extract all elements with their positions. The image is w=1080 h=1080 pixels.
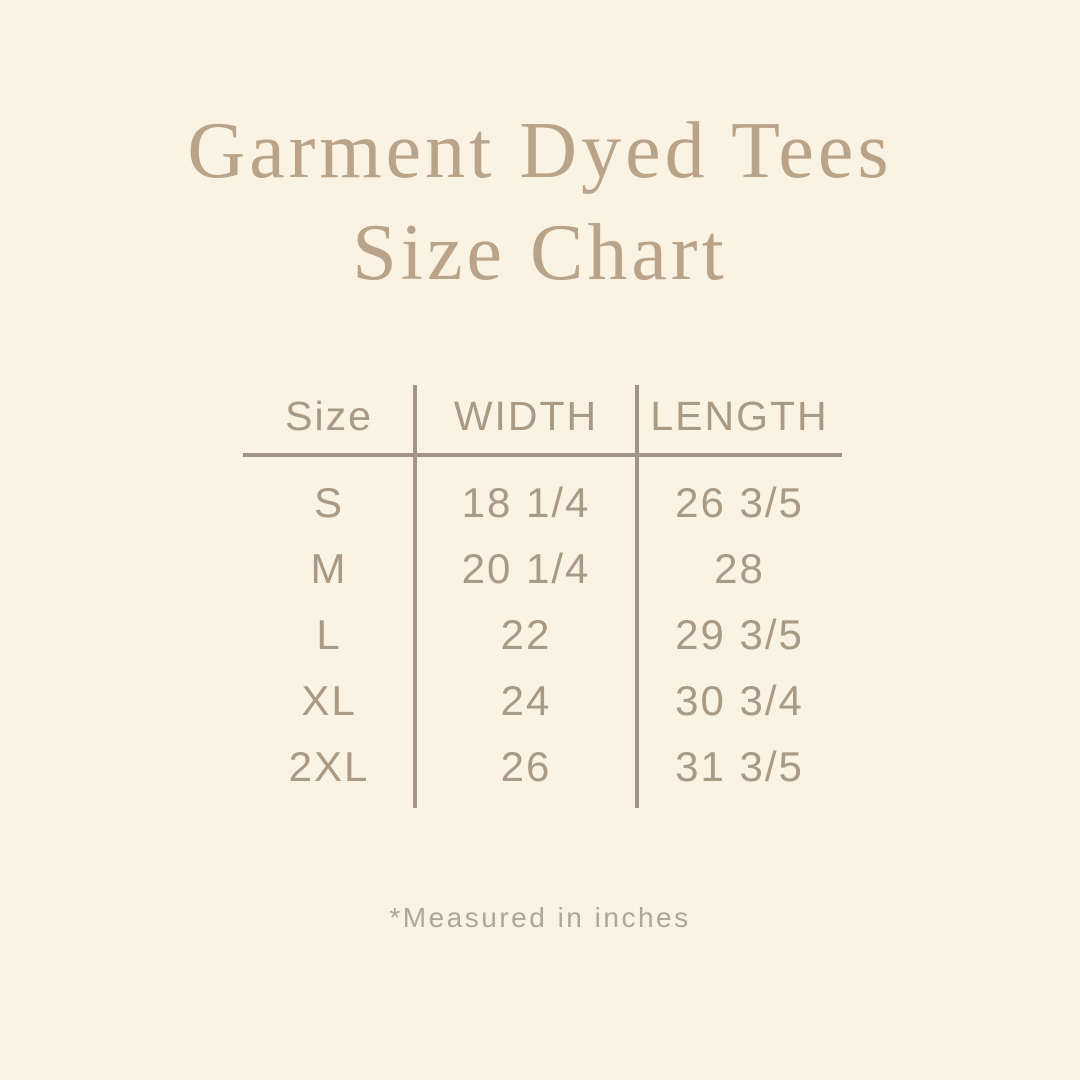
table-row — [243, 536, 842, 602]
length-cell: 30 3/4 — [675, 677, 804, 724]
width-cell: 22 — [500, 611, 552, 658]
column-header-length: LENGTH — [650, 392, 829, 439]
size-cell: M — [310, 545, 348, 592]
title-line-1: Garment Dyed Tees — [187, 107, 893, 195]
size-cell: S — [313, 479, 344, 526]
table-row — [243, 668, 842, 734]
table-row — [243, 602, 842, 668]
width-cell: 18 1/4 — [461, 479, 591, 526]
header-divider-line — [243, 453, 842, 457]
column-header-size: Size — [285, 392, 373, 439]
size-cell: L — [316, 611, 342, 658]
width-cell: 24 — [500, 677, 552, 724]
table-row — [243, 470, 842, 536]
table-body — [243, 470, 842, 800]
title-line-2: Size Chart — [352, 209, 728, 297]
width-cell: 26 — [500, 743, 552, 790]
length-cell: 28 — [714, 545, 765, 592]
length-cell: 26 3/5 — [675, 479, 804, 526]
length-cell: 31 3/5 — [675, 743, 804, 790]
table-header-row — [243, 385, 842, 447]
size-table — [243, 385, 842, 808]
size-cell: XL — [301, 677, 357, 724]
size-cell: 2XL — [288, 743, 370, 790]
measurement-note: *Measured in inches — [389, 902, 691, 933]
column-header-width: WIDTH — [453, 392, 599, 439]
table-row — [243, 734, 842, 800]
page-title — [0, 100, 1080, 304]
length-cell: 29 3/5 — [675, 611, 804, 658]
width-cell: 20 1/4 — [461, 545, 591, 592]
